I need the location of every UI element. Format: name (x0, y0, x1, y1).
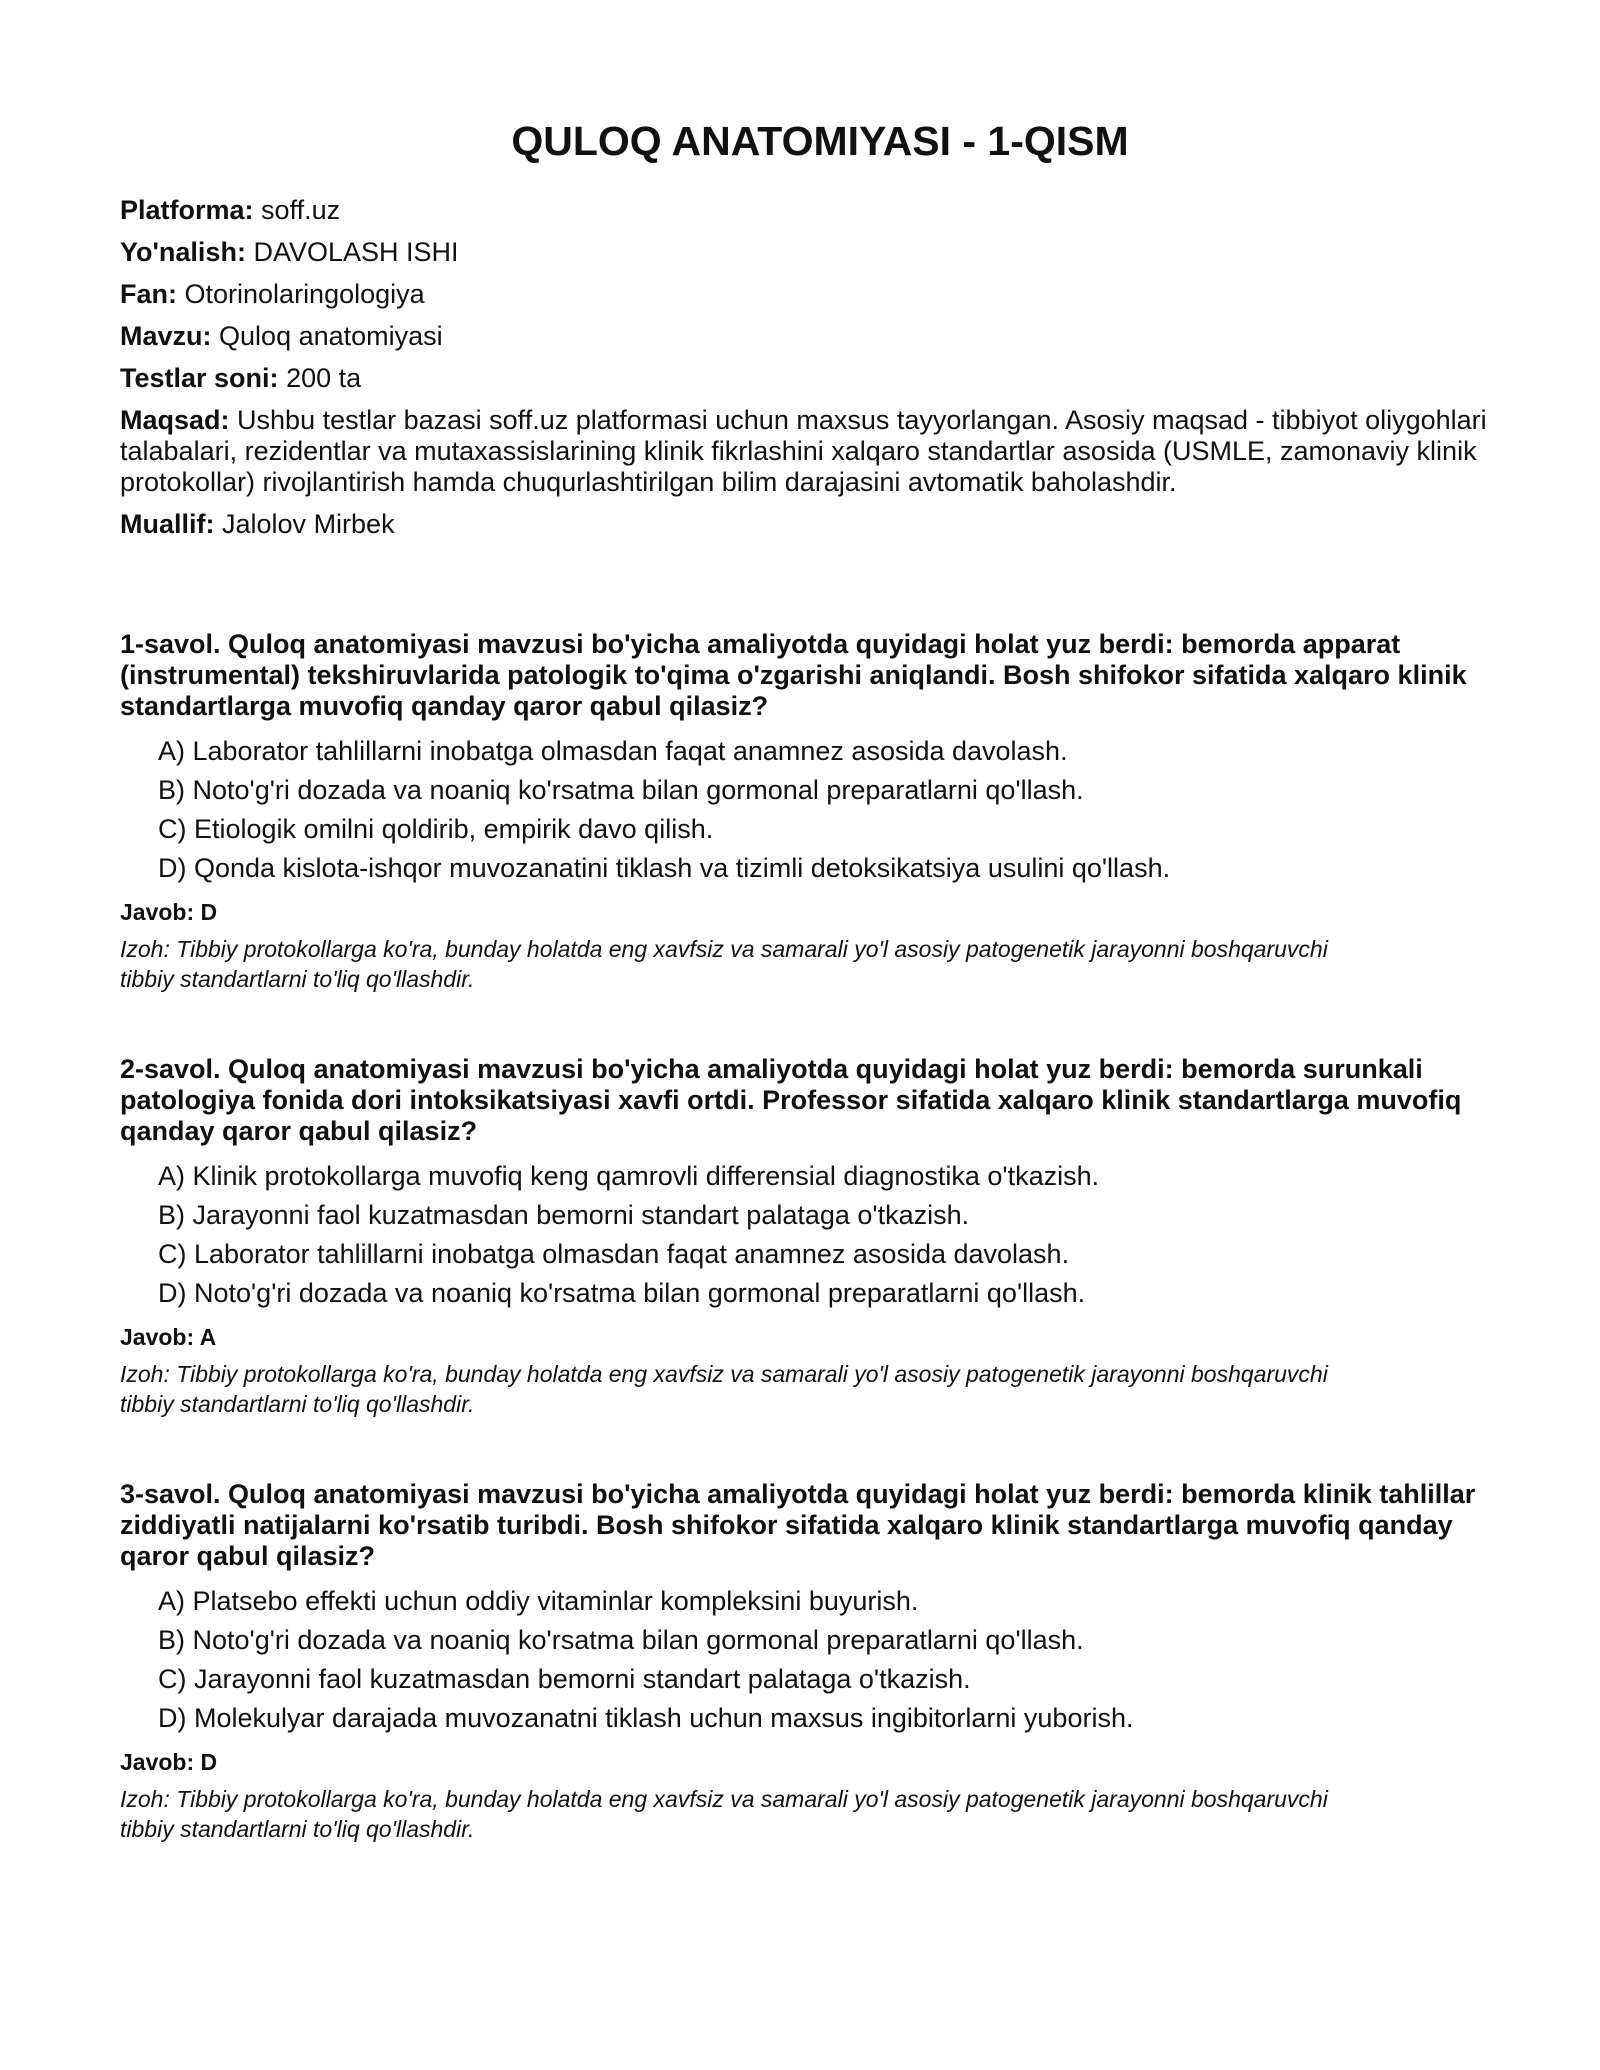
meta-label: Yo'nalish: (120, 237, 246, 268)
meta-value: DAVOLASH ISHI (253, 237, 459, 268)
options-list (120, 1586, 1490, 1734)
meta-purpose (120, 405, 1490, 498)
question-3 (120, 1479, 1490, 1844)
question-2 (120, 1054, 1490, 1419)
meta-value: Jalolov Mirbek (222, 509, 395, 540)
meta-direction (120, 237, 1490, 268)
options-list (120, 1161, 1490, 1309)
meta-value: Ushbu testlar bazasi soff.uz platformasi uchun maxsus tayyorlangan. Asosiy maqsad - tibbiyot oliygohlari talabalari, rezidentlar va mutaxassislarining klinik fikrlashini xalqaro standartlar asosida (USMLE, zamonaviy klinik protokollar) rivojlantirish hamda chuqurlashtirilgan bilim darajasini avtomatik baholashdir. (120, 405, 1487, 498)
explanation-note: Izoh: Tibbiy protokollarga ko'ra, bunday holatda eng xavfsiz va samarali yo'l asosiy patogenetik jarayonni boshqaruvchi tibbiy standartlarni to'liq qo'llashdir. (120, 1786, 1328, 1843)
option-d: D) Molekulyar darajada muvozanatni tiklash uchun maxsus ingibitorlarni yuborish. (158, 1703, 1134, 1734)
meta-value: Otorinolaringologiya (184, 279, 425, 310)
meta-label: Testlar soni: (120, 363, 279, 394)
option-c: C) Etiologik omilni qoldirib, empirik davo qilish. (158, 814, 714, 845)
meta-label: Fan: (120, 279, 177, 310)
meta-section (120, 195, 1490, 540)
meta-test-count (120, 363, 1490, 394)
option-b: B) Noto'g'ri dozada va noaniq ko'rsatma bilan gormonal preparatlarni qo'llash. (158, 775, 1084, 806)
option-b: B) Jarayonni faol kuzatmasdan bemorni standart palataga o'tkazish. (158, 1200, 970, 1231)
question-text: 2-savol. Quloq anatomiyasi mavzusi bo'yicha amaliyotda quyidagi holat yuz berdi: bemorda surunkali patologiya fonida dori intoksikatsiyasi xavfi ortdi. Professor sifatida xalqaro klinik standartlarga muvofiq qanday qaror qabul qilasiz? (120, 1054, 1462, 1147)
option-c: C) Laborator tahlillarni inobatga olmasdan faqat anamnez asosida davolash. (158, 1239, 1070, 1270)
meta-value: 200 ta (286, 363, 362, 394)
options-list (120, 736, 1490, 884)
meta-label: Platforma: (120, 195, 254, 226)
meta-platform (120, 195, 1490, 226)
meta-value: Quloq anatomiyasi (219, 321, 443, 352)
meta-label: Maqsad: (120, 405, 230, 436)
document-page (120, 118, 1490, 1904)
explanation-note: Izoh: Tibbiy protokollarga ko'ra, bunday holatda eng xavfsiz va samarali yo'l asosiy patogenetik jarayonni boshqaruvchi tibbiy standartlarni to'liq qo'llashdir. (120, 1361, 1328, 1418)
option-a: A) Platsebo effekti uchun oddiy vitaminlar kompleksini buyurish. (158, 1586, 919, 1617)
question-text: 3-savol. Quloq anatomiyasi mavzusi bo'yicha amaliyotda quyidagi holat yuz berdi: bemorda klinik tahlillar ziddiyatli natijalarni ko'rsatib turibdi. Bosh shifokor sifatida xalqaro klinik standartlarga muvofiq qanday qaror qabul qilasiz? (120, 1479, 1476, 1572)
option-b: B) Noto'g'ri dozada va noaniq ko'rsatma bilan gormonal preparatlarni qo'llash. (158, 1625, 1084, 1656)
meta-author (120, 509, 1490, 540)
answer-key: Javob: A (120, 1324, 217, 1351)
meta-subject (120, 279, 1490, 310)
meta-value: soff.uz (261, 195, 341, 226)
answer-key: Javob: D (120, 1749, 218, 1776)
option-d: D) Noto'g'ri dozada va noaniq ko'rsatma bilan gormonal preparatlarni qo'llash. (158, 1278, 1086, 1309)
option-c: C) Jarayonni faol kuzatmasdan bemorni standart palataga o'tkazish. (158, 1664, 971, 1695)
document-title: QULOQ ANATOMIYASI - 1-QISM (511, 118, 1129, 164)
option-d: D) Qonda kislota-ishqor muvozanatini tiklash va tizimli detoksikatsiya usulini qo'llash. (158, 853, 1171, 884)
meta-label: Muallif: (120, 509, 215, 540)
meta-label: Mavzu: (120, 321, 212, 352)
section-spacer (120, 551, 1490, 629)
question-1 (120, 629, 1490, 994)
option-a: A) Klinik protokollarga muvofiq keng qamrovli differensial diagnostika o'tkazish. (158, 1161, 1100, 1192)
meta-topic (120, 321, 1490, 352)
explanation-note: Izoh: Tibbiy protokollarga ko'ra, bunday holatda eng xavfsiz va samarali yo'l asosiy patogenetik jarayonni boshqaruvchi tibbiy standartlarni to'liq qo'llashdir. (120, 936, 1328, 993)
answer-key: Javob: D (120, 899, 218, 926)
option-a: A) Laborator tahlillarni inobatga olmasdan faqat anamnez asosida davolash. (158, 736, 1068, 767)
question-text: 1-savol. Quloq anatomiyasi mavzusi bo'yicha amaliyotda quyidagi holat yuz berdi: bemorda apparat (instrumental) tekshiruvlarida patologik to'qima o'zgarishi aniqlandi. Bosh shifokor sifatida xalqaro klinik standartlarga muvofiq qanday qaror qabul qilasiz? (120, 629, 1467, 722)
